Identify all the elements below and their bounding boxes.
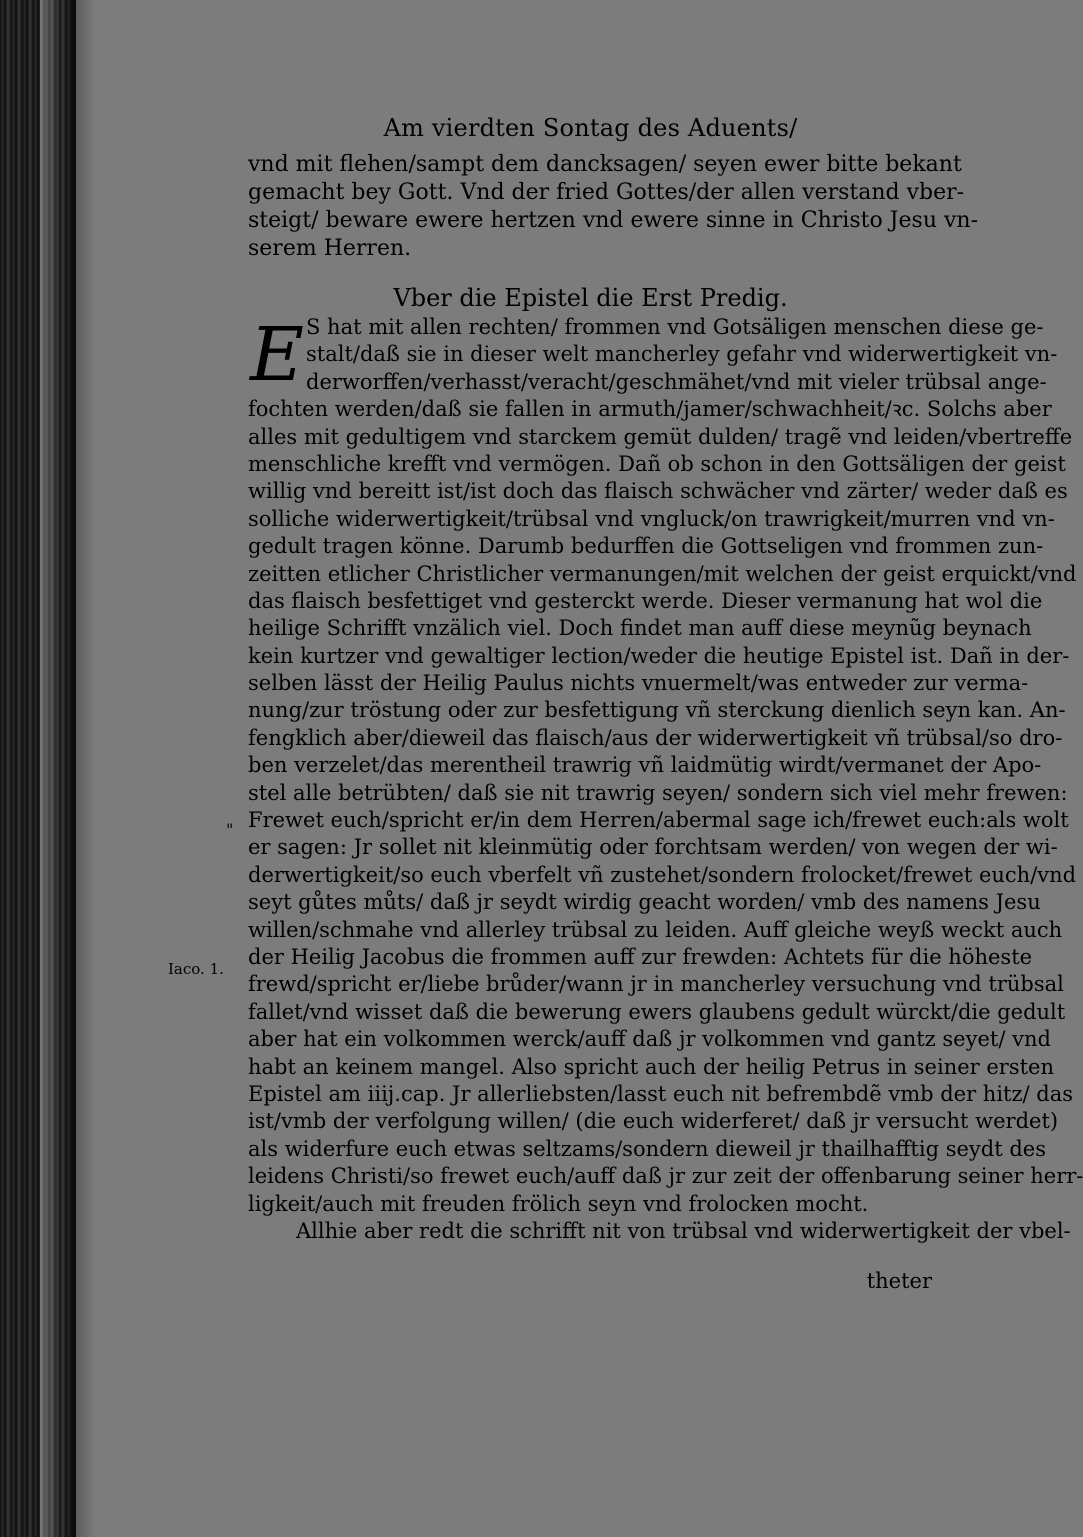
text-line: heilige Schrifft vnzälich viel. Doch findet man auff diese meynũg beynach — [248, 616, 1032, 641]
text-line: kein kurtzer vnd gewaltiger lection/weder die heutige Epistel ist. Dañ in der- — [248, 643, 1070, 668]
running-head: Am vierdten Sontag des Aduents/ — [383, 114, 798, 142]
text-line: er sagen: Jr sollet nit kleinmütig oder forchtsam werden/ von wegen der wi- — [248, 835, 1058, 860]
decorated-initial: E — [250, 312, 305, 398]
text-line: leidens Christi/so frewet euch/auff daß jr zur zeit der offenbarung seiner herr- — [248, 1164, 1083, 1189]
text-line: vnd mit flehen/sampt dem dancksagen/ seyen ewer bitte bekant — [248, 152, 962, 177]
text-line: habt an keinem mangel. Also spricht auch der heilig Petrus in seiner ersten — [248, 1054, 1054, 1079]
text-line: gedult tragen könne. Darumb bedurffen die Gottseligen vnd frommen zun- — [248, 534, 1044, 559]
text-line: der Heilig Jacobus die frommen auff zur frewden: Achtets für die höheste — [248, 944, 1033, 969]
text-line: steigt/ beware ewere hertzen vnd ewere sinne in Christo Jesu vn- — [248, 208, 979, 233]
text-line: stel alle betrübten/ daß sie nit trawrig seyen/ sondern sich viel mehr frewen: — [248, 780, 1068, 805]
text-line: ligkeit/auch mit freuden frölich seyn vnd frolocken mocht. — [248, 1191, 869, 1216]
text-line: selben lässt der Heilig Paulus nichts vnuermelt/was entweder zur verma- — [248, 671, 1029, 696]
text-line: gemacht bey Gott. Vnd der fried Gottes/der allen verstand vber- — [248, 180, 965, 205]
text-line: ist/vmb der verfolgung willen/ (die euch widerferet/ daß jr versucht werdet) — [248, 1109, 1059, 1134]
margin-mark: " — [226, 820, 234, 839]
text-line: stalt/daß sie in dieser welt mancherley gefahr vnd widerwertigkeit vn- — [306, 342, 1058, 367]
text-line: aber hat ein volkommen werck/auff daß jr volkommen vnd gantz seyet/ vnd — [248, 1027, 1051, 1052]
text-line: als widerfure euch etwas seltzams/sondern dieweil jr thailhafftig seydt des — [248, 1136, 1046, 1161]
margin-note: Iaco. 1. — [168, 960, 224, 978]
text-line: solliche widerwertigkeit/trübsal vnd vngluck/on trawrigkeit/murren vnd vn- — [248, 506, 1055, 531]
text-line: willig vnd bereitt ist/ist doch das flaisch schwächer vnd zärter/ weder daß es — [248, 479, 1068, 504]
text-line: seyt gůtes můts/ daß jr seydt wirdig geacht worden/ vmb des namens Jesu — [248, 890, 1041, 915]
text-line: S hat mit allen rechten/ frommen vnd Gotsäligen menschen diese ge- — [306, 315, 1044, 339]
text-line: derwertigkeit/so euch vberfelt vñ zustehet/sondern frolocket/frewet euch/vnd — [248, 862, 1077, 887]
text-line: fochten werden/daß sie fallen in armuth/jamer/schwachheit/ꝛc. Solchs aber — [248, 397, 1052, 422]
text-line: serem Herren. — [248, 236, 412, 261]
text-line: Epistel am iiij.cap. Jr allerliebsten/lasst euch nit befrembdẽ vmb der hitz/ das — [248, 1081, 1074, 1106]
text-line: willen/schmahe vnd allerley trübsal zu leiden. Auff gleiche weyß weckt auch — [248, 917, 1063, 942]
book-spine-edge — [0, 0, 72, 1537]
text-line: alles mit gedultigem vnd starckem gemüt dulden/ tragẽ vnd leiden/vbertreffe — [248, 424, 1073, 449]
catchword: theter — [866, 1269, 932, 1293]
section-title: Vber die Epistel die Erst Predig. — [393, 284, 788, 312]
text-line: ben verzelet/das merentheil trawrig vñ laidmütig wirdt/vermanet der Apo- — [248, 753, 1042, 778]
text-line: fallet/vnd wisset daß die bewerung ewers glaubens gedult würckt/die gedult — [248, 999, 1066, 1024]
text-line: fengklich aber/dieweil das flaisch/aus der widerwertigkeit vñ trübsal/so dro- — [248, 725, 1063, 750]
intro-paragraph — [248, 151, 979, 263]
text-line: frewd/spricht er/liebe brůder/wann jr in mancherley versuchung vnd trübsal — [248, 972, 1064, 997]
text-line: derworffen/verhasst/veracht/geschmähet/vnd mit vieler trübsal ange- — [306, 369, 1047, 394]
page-shadow — [76, 0, 96, 1537]
text-line: zeitten etlicher Christlicher vermanungen/mit welchen der geist erquickt/vnd — [248, 561, 1077, 586]
text-line: Frewet euch/spricht er/in dem Herren/abermal sage ich/frewet euch:als wolt — [248, 808, 1069, 833]
text-line: das flaisch besfettiget vnd gesterckt werde. Dieser vermanung hat wol die — [248, 588, 1043, 613]
text-line: nung/zur tröstung oder zur besfettigung vñ sterckung dienlich seyn kan. An- — [248, 698, 1066, 723]
text-line: Allhie aber redt die schrifft nit von trübsal vnd widerwertigkeit der vbel- — [296, 1218, 1071, 1243]
text-line: menschliche krefft vnd vermögen. Dañ ob schon in den Gottsäligen der geist — [248, 451, 1066, 476]
sermon-body — [248, 314, 1083, 1245]
